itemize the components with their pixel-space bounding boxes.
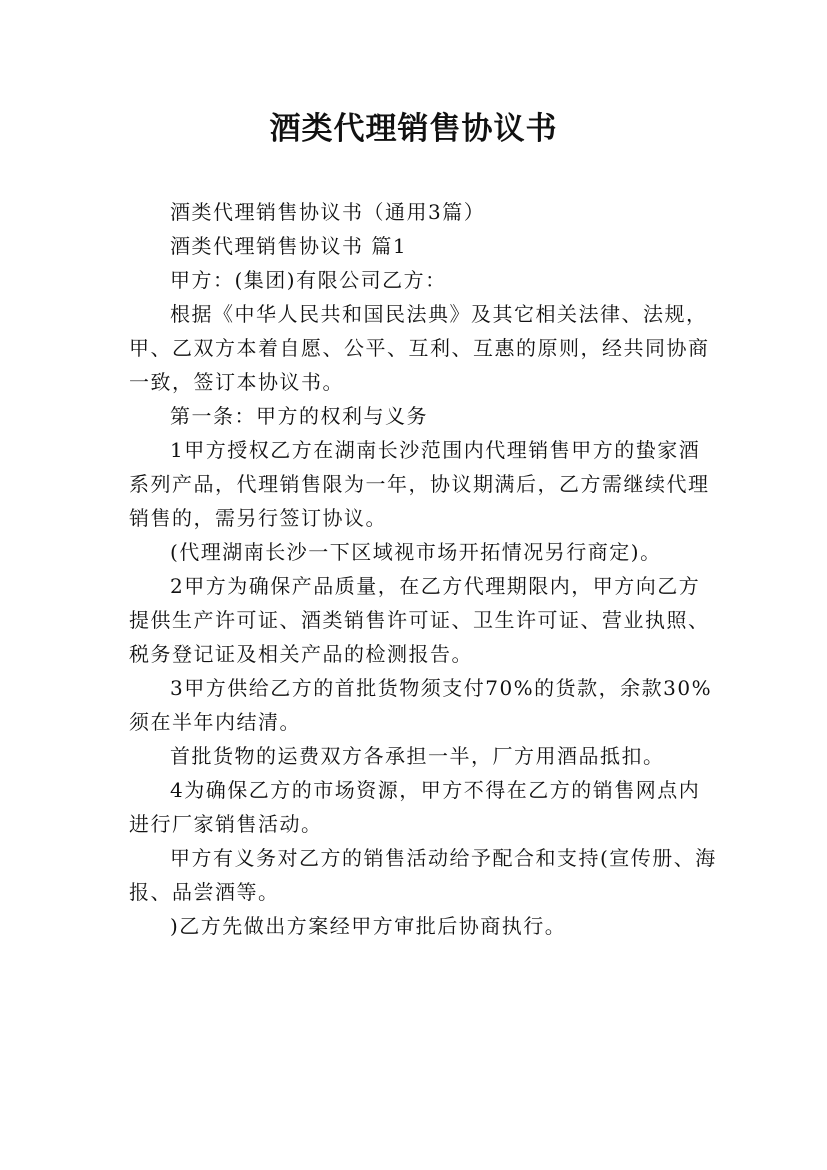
paragraph: 3甲方供给乙方的首批货物须支付70%的货款，余款30%须在半年内结清。 <box>129 676 713 734</box>
paragraph: 酒类代理销售协议书（通用3篇） <box>170 200 486 224</box>
paragraph: (代理湖南长沙一下区域视市场开拓情况另行商定)。 <box>170 540 662 564</box>
paragraph: 酒类代理销售协议书 篇1 <box>170 234 408 258</box>
document-title: 酒类代理销售协议书 <box>269 111 558 147</box>
paragraph: 根据《中华人民共和国民法典》及其它相关法律、法规，甲、乙双方本着自愿、公平、互利、互惠的原则，经共同协商一致，签订本协议书。 <box>129 302 710 394</box>
document-body <box>129 195 719 943</box>
paragraph: 2甲方为确保产品质量，在乙方代理期限内，甲方向乙方提供生产许可证、酒类销售许可证、卫生许可证、营业执照、税务登记证及相关产品的检测报告。 <box>129 574 710 666</box>
paragraph: 甲方：(集团)有限公司乙方： <box>170 268 447 292</box>
paragraph: )乙方先做出方案经甲方审批后协商执行。 <box>170 914 567 938</box>
paragraph: 4为确保乙方的市场资源，甲方不得在乙方的销售网点内进行厂家销售活动。 <box>129 778 701 836</box>
paragraph: 1甲方授权乙方在湖南长沙范围内代理销售甲方的蛰家酒系列产品，代理销售限为一年，协议期满后，乙方需继续代理销售的，需另行签订协议。 <box>129 438 710 530</box>
paragraph: 甲方有义务对乙方的销售活动给予配合和支持(宣传册、海报、品尝酒等。 <box>129 846 717 904</box>
paragraph: 首批货物的运费双方各承担一半，厂方用酒品抵扣。 <box>170 744 665 768</box>
paragraph: 第一条：甲方的权利与义务 <box>170 404 428 428</box>
